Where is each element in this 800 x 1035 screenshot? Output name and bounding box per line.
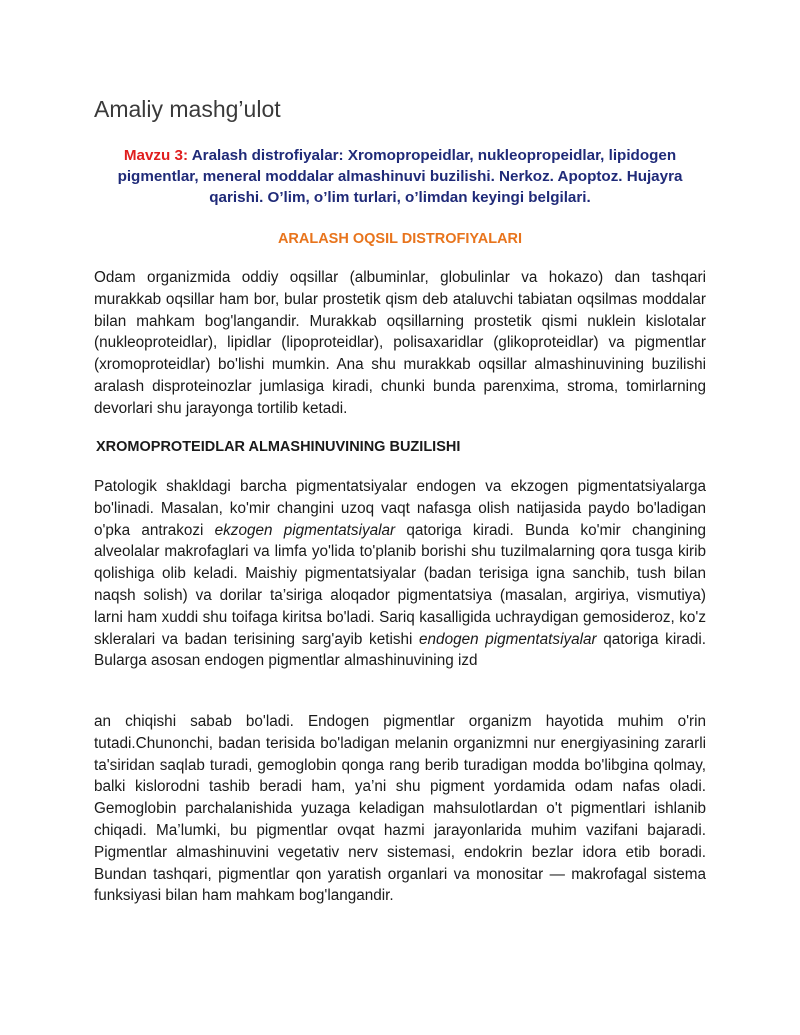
paragraph-text: Patologik shakldagi barcha pigmentatsiyalar endogen va ekzogen pigmentatsiyalarga bo'linadi. Masalan, ko'mir changini uzoq vaqt nafasga olish natijasida paydo bo'ladigan o'pka antrakozi [94, 478, 706, 539]
section-title-chromoproteids: XROMOPROTEIDLAR ALMASHINUVINING BUZILISHI [96, 439, 461, 455]
italic-term: ekzogen pigmentatsiyalar [214, 521, 396, 539]
doc-title: Amaliy mashg’ulot [94, 96, 281, 122]
topic-text: Aralash distrofiyalar: Xromopropeidlar, nukleopropeidlar, lipidogen pigmentlar, meneral moddalar almashinuvi buzilishi. Nerkoz. Apoptoz. Hujayra qarishi. O’lim, o’lim turlari, o’limdan keyingi belgilari. [117, 147, 683, 206]
paragraph-endogen-pigments: an chiqishi sabab bo'ladi. Endogen pigmentlar organizm hayotida muhim o'rin tutadi.Chunonchi, badan terisida bo'ladigan melanin organizmni nur energiyasining zararli ta'siridan saqlab turadi, gemoglobin qonga rang berib turadigan modda bo'libgina qolmay, balki kislorodni tashib beradi ham, ya’ni shu pigment yordamida odam nafas oladi. Gemoglobin parchalanishida yuzaga keladigan mahsulotlardan o't pigmentlari ishlanib chiqadi. Ma’lumki, bu pigmentlar ovqat hazmi jarayonlarida muhim vazifani bajaradi. Pigmentlar almashinuvini vegetativ nerv sistemasi, endokrin bezlar idora etib boradi. Bundan tashqari, pigmentlar qon yaratish organlari va monositar — makrofagal sistema funksiyasi bilan ham mahkam bog'langandir. [94, 713, 706, 905]
paragraph-text: qatoriga kiradi. Bunda ko'mir changining alveolalar makrofaglari va limfa yo'lida to'planib borishi shu tuzilmalarning qora tusga kirib qolishiga olib keladi. Maishiy pigmentatsiyalar (badan terisiga igna sanchib, tush bilan naqsh solish) va dorilar ta’siriga aloqador pigmentatsiya (masalan, argiriya, vismutiya) larni ham xuddi shu toifaga kiritsa bo'ladi. Sariq kasalligida uchraydigan gemosideroz, ko'z skleralari va badan terisining sarg'ayib ketishi [94, 521, 706, 648]
paragraph-mixed-protein: Odam organizmida oddiy oqsillar (albuminlar, globulinlar va hokazo) dan tashqari murakkab oqsillar ham bor, bular prostetik qism deb ataluvchi tabiatan oqsilmas moddalar bilan mahkam bog'langandir. Murakkab oqsillarning prostetik qismi nuklein kislotalar (nukleoproteidlar), lipidlar (lipoproteidlar), polisaxaridlar (glikoproteidlar) va pigmentlar (xromoproteidlar) bo'lishi mumkin. Ana shu murakkab oqsillar almashinuvining buzilishi aralash disproteinozlar jumlasiga kiradi, chunki bunda parenxima, stroma, tomirlarning devorlari shu jarayonga tortilib ketadi. [94, 269, 706, 417]
italic-term: endogen pigmentatsiyalar [419, 630, 597, 648]
paragraph-pigmentation [94, 476, 706, 672]
paragraph-text: qatoriga kiradi. Bularga asosan endogen pigmentlar almashinuvining izd [94, 630, 706, 670]
topic-label: Mavzu 3: [123, 147, 189, 164]
topic-header [100, 145, 700, 208]
section-title-mixed-protein: ARALASH OQSIL DISTROFIYALARI [277, 231, 523, 247]
